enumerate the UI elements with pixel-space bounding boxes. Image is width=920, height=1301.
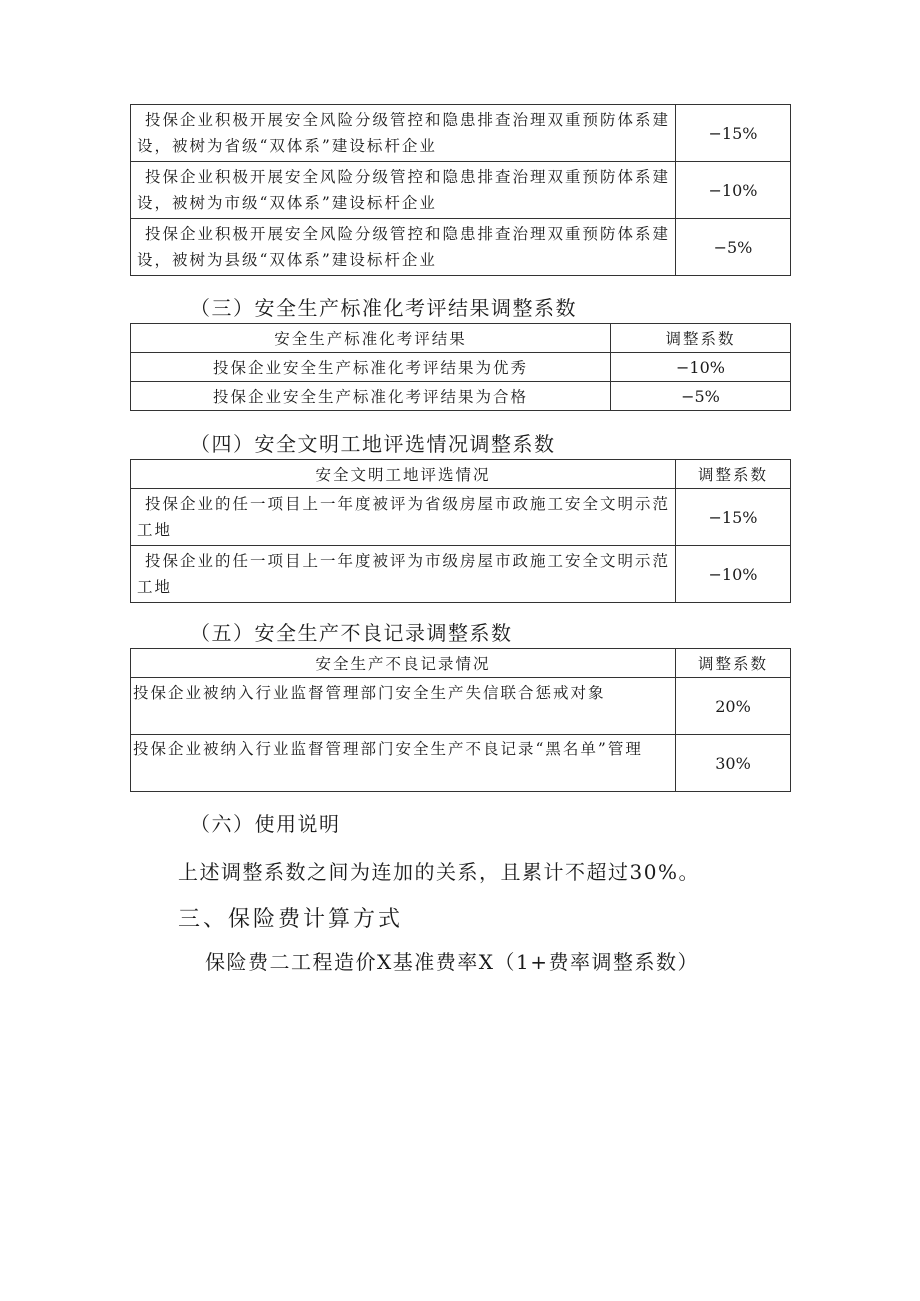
table-header-row: [131, 460, 791, 489]
column-header: 调整系数: [676, 460, 791, 489]
column-header: 安全生产标准化考评结果: [131, 324, 611, 353]
section-6-heading: （六）使用说明: [190, 812, 341, 836]
civilized-site-table: [130, 459, 791, 603]
table-row: [131, 382, 791, 411]
row-coefficient: −5%: [676, 219, 791, 276]
row-description: 投保企业被纳入行业监督管理部门安全生产失信联合惩戒对象: [131, 678, 676, 735]
row-description: 投保企业积极开展安全风险分级管控和隐患排查治理双重预防体系建设，被树为市级“双体系”建设标杆企业: [131, 162, 676, 219]
table-header-row: [131, 649, 791, 678]
table-row: [131, 546, 791, 603]
row-coefficient: 30%: [676, 735, 791, 792]
dual-system-table: [130, 104, 791, 276]
section-3-heading: （三）安全生产标准化考评结果调整系数: [190, 296, 577, 320]
table-row: [131, 219, 791, 276]
row-description: 投保企业的任一项目上一年度被评为市级房屋市政施工安全文明示范工地: [131, 546, 676, 603]
table-row: [131, 678, 791, 735]
row-description: 投保企业积极开展安全风险分级管控和隐患排查治理双重预防体系建设，被树为省级“双体系”建设标杆企业: [131, 105, 676, 162]
row-description: 投保企业安全生产标准化考评结果为合格: [131, 382, 611, 411]
column-header: 调整系数: [611, 324, 791, 353]
table-header-row: [131, 324, 791, 353]
row-description: 投保企业被纳入行业监督管理部门安全生产不良记录“黑名单”管理: [131, 735, 676, 792]
column-header: 安全文明工地评选情况: [131, 460, 676, 489]
row-coefficient: −10%: [676, 162, 791, 219]
row-coefficient: −15%: [676, 489, 791, 546]
row-coefficient: −10%: [611, 353, 791, 382]
table-row: [131, 162, 791, 219]
standardization-table: [130, 323, 791, 411]
section-5-heading: （五）安全生产不良记录调整系数: [190, 621, 513, 645]
table-row: [131, 353, 791, 382]
column-header: 调整系数: [676, 649, 791, 678]
row-coefficient: −15%: [676, 105, 791, 162]
table-row: [131, 489, 791, 546]
row-description: 投保企业的任一项目上一年度被评为省级房屋市政施工安全文明示范工地: [131, 489, 676, 546]
row-coefficient: −10%: [676, 546, 791, 603]
row-description: 投保企业安全生产标准化考评结果为优秀: [131, 353, 611, 382]
section-4-heading: （四）安全文明工地评选情况调整系数: [190, 432, 556, 456]
bad-record-table: [130, 648, 791, 792]
column-header: 安全生产不良记录情况: [131, 649, 676, 678]
table-row: [131, 735, 791, 792]
row-coefficient: −5%: [611, 382, 791, 411]
row-description: 投保企业积极开展安全风险分级管控和隐患排查治理双重预防体系建设，被树为县级“双体系”建设标杆企业: [131, 219, 676, 276]
row-coefficient: 20%: [676, 678, 791, 735]
table-row: [131, 105, 791, 162]
usage-note: 上述调整系数之间为连加的关系，且累计不超过30%。: [178, 860, 700, 884]
part-3-heading: 三、保险费计算方式: [178, 907, 404, 932]
premium-formula: 保险费二工程造价X基准费率X（1+费率调整系数）: [205, 950, 699, 974]
